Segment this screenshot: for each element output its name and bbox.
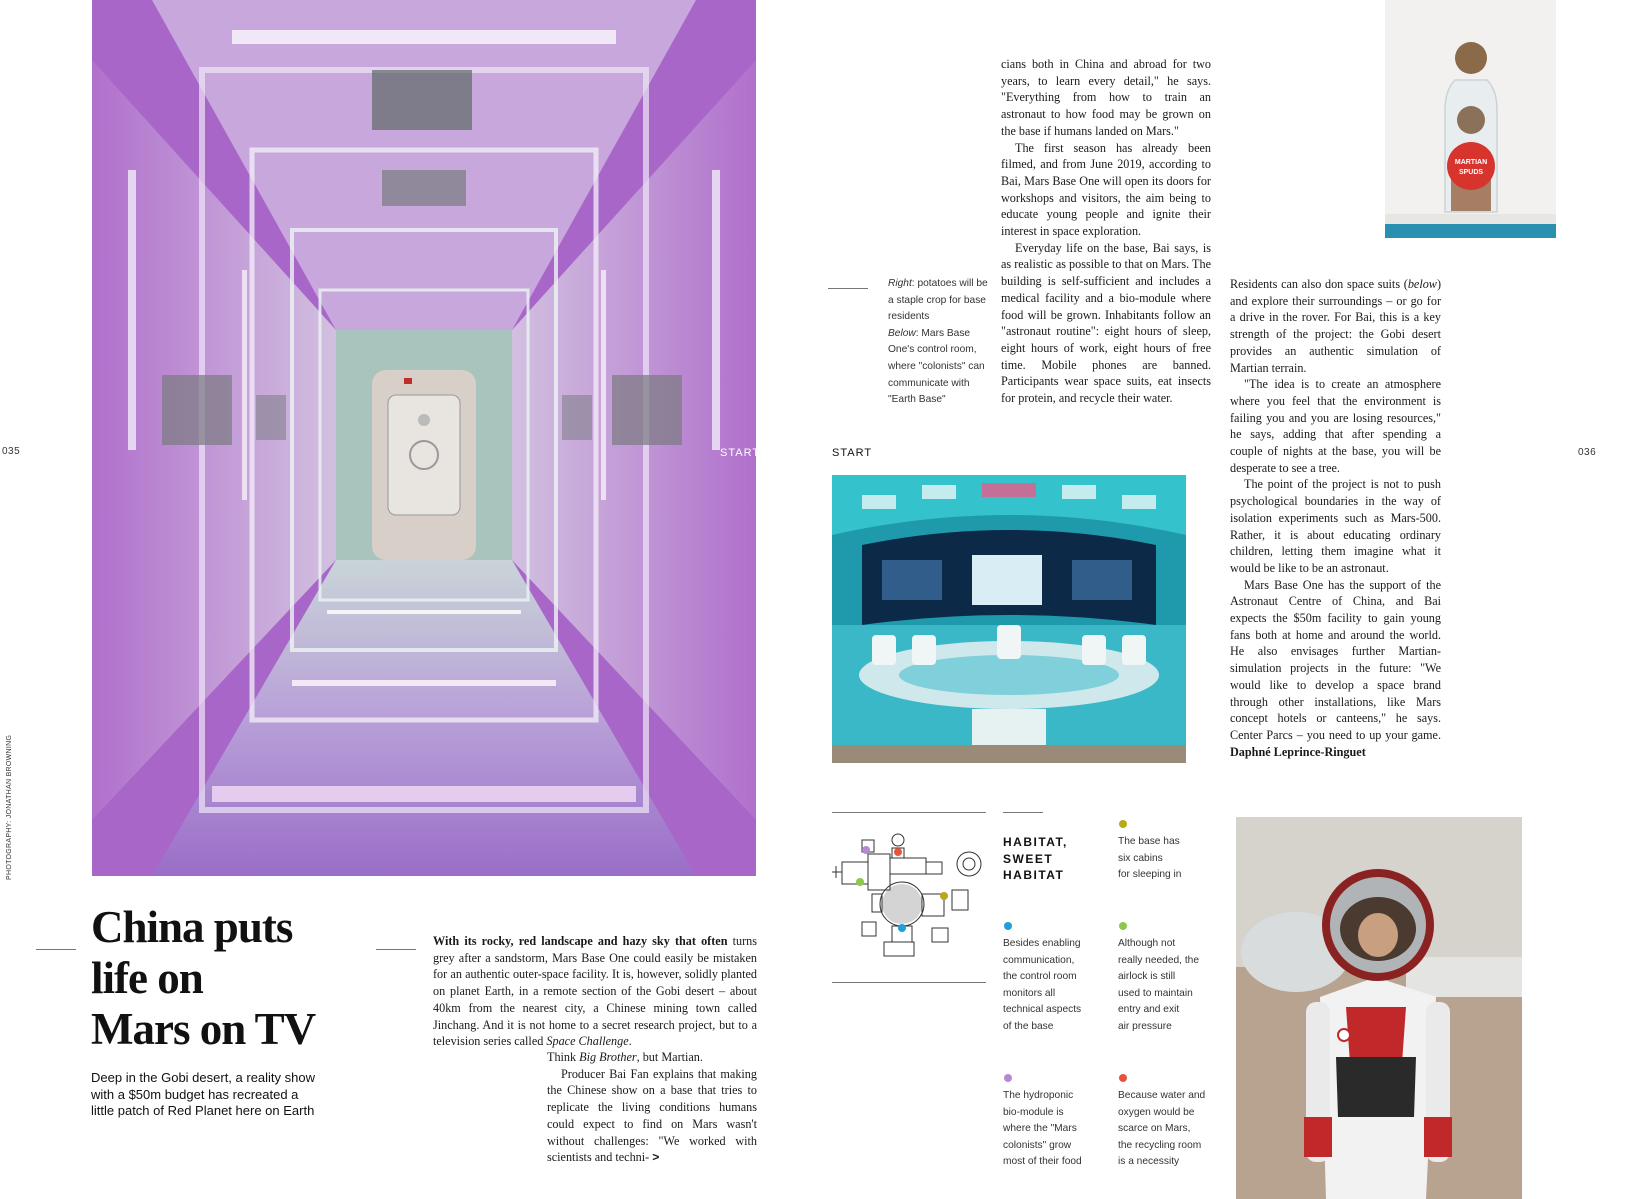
article-col3-below: below [1407,277,1437,291]
legend-item-bio-module [1003,1088,1113,1171]
article-col2-p3: Everyday life on the base, Bai says, is as realistic as possible to that on Mars. The building is self-sufficient and includes a medical facility and a bio-module where food will be grown. Inhabitants follow an "astronaut routine": eight hours of sleep, eight hours of work, eight hours of free time. Mobile phones are banned. Participants wear space suits, eat insects for protein, and recycle their water. [1001,240,1211,406]
legend-control-line: monitors all [1003,987,1056,999]
habitat-title-line-1: HABITAT, [1003,835,1068,849]
legend-item-airlock [1118,936,1228,1036]
article-col3-p1-post: ) and explore their surroundings – or go for a drive in the rover. For Bai, this is a key strength of the project: the Gobi desert provides an authentic simulation of Martian terrain. [1230,277,1441,375]
corridor-illustration [92,0,756,876]
diagram-rule-bottom [832,982,986,983]
article-col3-p2: "The idea is to create an atmosphere where you feel that the environment is failing you and you are losing resources," he says, adding that after spending a couple of nights at the base, you will be desperate to see a tree. [1230,377,1441,475]
legend-cabins-line: The base has [1118,836,1180,847]
legend-airlock-line: air pressure [1118,1020,1172,1032]
habitat-title [1003,834,1068,884]
jar-label-line-2: SPUDS [1458,169,1484,176]
article-column-3 [1230,276,1441,760]
habitat-floorplan [832,832,992,962]
legend-recycling-line: scarce on Mars, [1118,1123,1191,1135]
standfirst-line-2: with a $50m budget has recreated a [91,1086,299,1102]
legend-recycling-line: the recycling room [1118,1139,1202,1151]
legend-cabins-line: for sleeping in [1118,869,1182,881]
legend-dot-airlock [1119,922,1127,930]
astronaut-photo [1236,817,1522,1199]
legend-recycling-line: oxygen would be [1118,1106,1195,1118]
page-number-left: 035 [2,446,21,457]
legend-airlock-line: airlock is still [1118,971,1176,983]
control-room-photo [832,475,1186,763]
caption-rule [828,288,868,289]
legend-recycling-line: Because water and [1118,1090,1206,1101]
legend-recycling-line: is a necessity [1118,1156,1180,1168]
article-col1-text: turns grey after a sandstorm, Mars Base One could easily be mistaken for an authentic outer-space facility. It is, however, solidly planted on planet Earth, in a remote section of the Gobi desert – about 40km from the nearest city, a Chinese mining town called Jinchang. And it is not home to a secret research project, but to a television series called [433,934,757,1049]
article-column-1b [547,1049,757,1166]
article-col1-tail: . [628,1034,632,1049]
legend-item-cabins [1118,834,1228,884]
article-col3-p3: The point of the project is not to push psychological boundaries in the way of isolation experiments such as Mars-500. Rather, it is about educating ordinary children, letting them imagine what it would be like to be an astronaut. [1230,477,1441,575]
jar-label-line-1: MARTIAN [1454,159,1488,166]
article-column-1 [433,933,757,1050]
intro-rule [376,949,416,950]
legend-airlock-line: really needed, the [1118,954,1199,966]
legend-item-control-room [1003,936,1113,1036]
legend-bio-line: bio-module is [1003,1106,1064,1118]
article-column-2 [1001,56,1211,407]
article-col3-p4: Mars Base One has the support of the Astronaut Centre of China, and Bai expects the $50m facility to gain young fans both at home and around the world. He also envisages further Martian-simulation projects in the future: "We would like to develop a space brand through other installations, like Mars concept hotels or canteens," he says. Center Parcs – you need to up your game. [1230,577,1441,742]
headline [91,902,315,1055]
article-col1b-p2: Producer Bai Fan explains that making the Chinese show on a base that tries to replicate the living conditions humans could expect to find on Mars wasn't without challenges: "We worked with scientists and techni- [547,1066,757,1165]
diagram-rule-top [832,812,986,813]
legend-bio-line: where the "Mars [1003,1123,1077,1135]
page-number-right: 036 [1578,447,1597,458]
legend-item-recycling [1118,1088,1228,1171]
legend-bio-line: colonists" grow [1003,1139,1072,1151]
habitat-title-rule [1003,812,1043,813]
photo-credit: PHOTOGRAPHY: JONATHAN BROWNING [6,734,13,880]
continue-arrow: > [652,1150,660,1165]
photo-caption [888,276,993,409]
legend-airlock-line: used to maintain [1118,987,1193,999]
control-room-illustration [832,475,1186,763]
standfirst [91,1070,315,1120]
standfirst-line-1: Deep in the Gobi desert, a reality show [91,1070,316,1085]
start-label-left: START [720,447,761,459]
martian-spuds-photo [1385,0,1556,238]
legend-bio-line: The hydroponic [1003,1090,1074,1101]
legend-dot-control-room [1004,922,1012,930]
big-brother-title: Big Brother [579,1050,637,1064]
byline: Daphné Leprince-Ringuet [1230,744,1366,759]
corridor-photo [92,0,756,876]
legend-dot-recycling [1119,1074,1127,1082]
legend-dot-cabins [1119,820,1127,828]
headline-line-1: China puts [91,902,293,952]
article-col2-p2: The first season has already been filmed, and from June 2019, according to Bai, Mars Base One will open its doors for workshops and visitors, the aim being to educate young people and ignite their interest in space exploration. [1001,140,1211,239]
standfirst-line-3: little patch of Red Planet here on Earth [91,1103,315,1119]
start-label-right: START [832,447,873,459]
show-title: Space Challenge [546,1034,629,1049]
caption-right-label: Right [888,278,912,289]
habitat-title-line-3: HABITAT [1003,868,1065,882]
legend-control-line: the control room [1003,971,1077,983]
headline-line-2: life on [91,953,203,1003]
headline-rule [36,949,76,950]
habitat-title-line-2: SWEET [1003,851,1054,866]
legend-control-line: technical aspects [1003,1004,1082,1016]
jar-illustration [1385,0,1556,238]
legend-control-line: Besides enabling [1003,938,1081,949]
legend-cabins-line: six cabins [1118,852,1163,864]
headline-line-3: Mars on TV [91,1004,316,1054]
caption-below-label: Below [888,327,916,339]
astronaut-illustration [1236,817,1522,1199]
legend-dot-bio-module [1004,1074,1012,1082]
article-col3-p1-pre: Residents can also don space suits ( [1230,277,1408,291]
legend-bio-line: most of their food [1003,1156,1082,1168]
article-col2-p1: cians both in China and abroad for two years, to learn every detail," he says. "Everything from how to train an astronaut to how food may be grown on the base if humans landed on Mars." [1001,57,1211,138]
article-col1b-pre: Think [547,1050,580,1064]
legend-airlock-line: Although not [1118,938,1176,949]
article-lead: With its rocky, red landscape and hazy sky that often [433,934,728,948]
legend-control-line: communication, [1003,954,1075,966]
legend-airlock-line: entry and exit [1118,1004,1180,1016]
legend-control-line: of the base [1003,1020,1054,1032]
article-col1b-post: , but Martian. [636,1050,703,1064]
caption-right-text: : potatoes will be a staple crop for base residents [888,278,988,323]
caption-below-text: : Mars Base One's control room, where "colonists" can communicate with "Earth Base" [888,327,985,406]
